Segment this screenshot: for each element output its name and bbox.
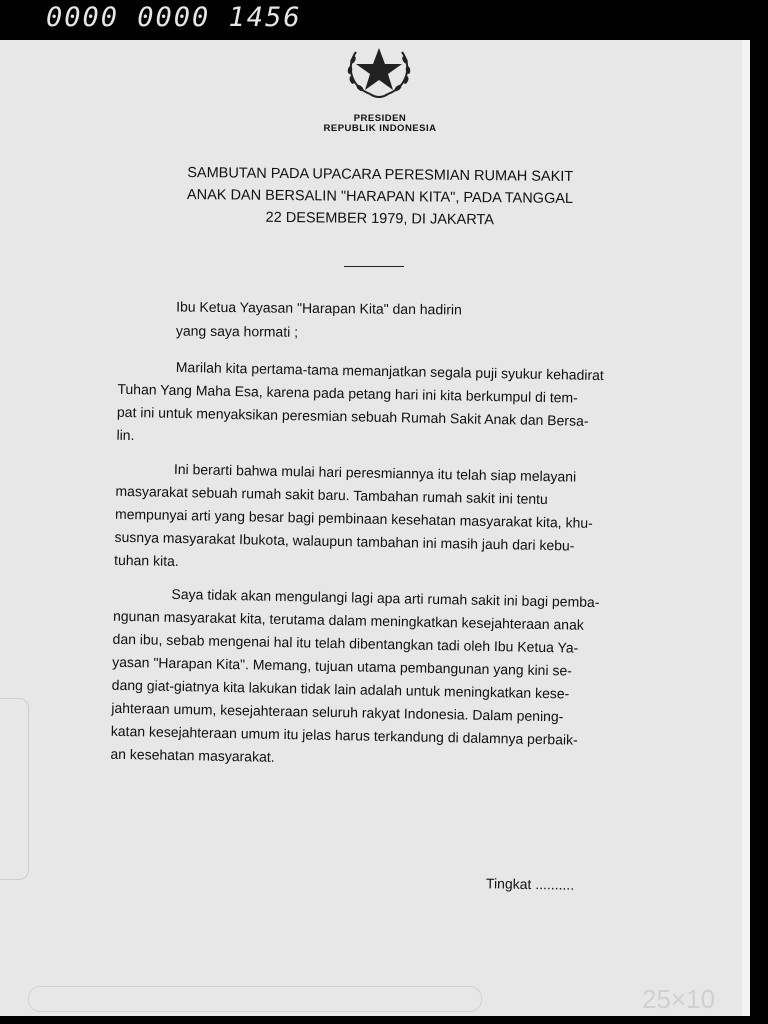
letterhead-line-2: REPUBLIK INDONESIA xyxy=(323,123,437,134)
salutation-line-1: Ibu Ketua Yayasan "Harapan Kita" dan hadirin xyxy=(176,298,462,318)
page-edge xyxy=(742,40,750,1016)
continuation-marker: Tingkat .......... xyxy=(485,875,575,893)
garuda-emblem-icon xyxy=(336,40,422,102)
text-line: dan ibu, sebab mengenai hal itu telah dibentangkan tadi oleh Ibu Ketua Ya- xyxy=(112,630,579,656)
document-page xyxy=(0,40,750,1016)
text-line: dang giat-giatnya kita lakukan tidak lain adalah untuk meningkatkan kese- xyxy=(111,676,570,702)
paragraph-1 xyxy=(116,355,666,458)
speech-body xyxy=(110,355,666,786)
text-line: mempunyai arti yang besar bagi pembinaan kesehatan masyarakat kita, khu- xyxy=(114,505,593,531)
document-title xyxy=(150,162,611,233)
letterhead-line-1: PRESIDEN xyxy=(353,113,407,124)
title-line-3: 22 DESEMBER 1979, DI JAKARTA xyxy=(265,209,495,229)
title-line-1: SAMBUTAN PADA UPACARA PERESMIAN RUMAH SAKIT xyxy=(187,164,574,186)
letterhead xyxy=(290,114,470,134)
text-line: Saya tidak akan mengulangi lagi apa arti rumah sakit ini bagi pemba- xyxy=(171,585,600,611)
text-line: Marilah kita pertama-tama memanjatkan segala puji syukur kehadirat xyxy=(175,358,604,384)
salutation-line-2: yang saya hormati ; xyxy=(175,322,299,340)
text-line: jahteraan umum, kesejahteraan seluruh rakyat Indonesia. Dalam pening- xyxy=(111,699,564,725)
text-line: pat ini untuk menyaksikan peresmian sebuah Rumah Sakit Anak dan Bersa- xyxy=(116,403,589,429)
page-fold xyxy=(28,986,482,1012)
text-line: ngunan masyarakat kita, terutama dalam meningkatkan kesejahteraan anak xyxy=(112,607,584,633)
text-line: katan kesejahteraan umum itu jelas harus terkandung di dalamnya perbaik- xyxy=(110,722,578,748)
corner-mark: 25×10 xyxy=(642,984,716,1014)
text-line: lin. xyxy=(116,426,135,444)
text-line: an kesehatan masyarakat. xyxy=(110,745,275,765)
title-divider xyxy=(344,266,404,267)
text-line: yasan "Harapan Kita". Memang, tujuan utama pembangunan yang kini se- xyxy=(112,653,573,679)
binding-tab xyxy=(0,698,29,880)
text-line: tuhan kita. xyxy=(114,551,179,569)
text-line: masyarakat sebuah rumah sakit baru. Tambahan rumah sakit ini tentu xyxy=(115,482,548,508)
text-line: Tuhan Yang Maha Esa, karena pada petang hari ini kita berkumpul di tem- xyxy=(117,380,578,406)
film-frame-code: 0000 0000 1456 xyxy=(46,2,302,33)
paragraph-2 xyxy=(114,457,664,582)
text-line: susnya masyarakat Ibukota, walaupun tambahan ini masih jauh dari kebu- xyxy=(114,528,575,554)
text-line: Ini berarti bahwa mulai hari peresmiannya itu telah siap melayani xyxy=(173,460,577,485)
title-line-2: ANAK DAN BERSALIN "HARAPAN KITA", PADA TANGGAL xyxy=(186,186,574,208)
salutation xyxy=(176,295,462,346)
paragraph-3 xyxy=(110,582,661,776)
